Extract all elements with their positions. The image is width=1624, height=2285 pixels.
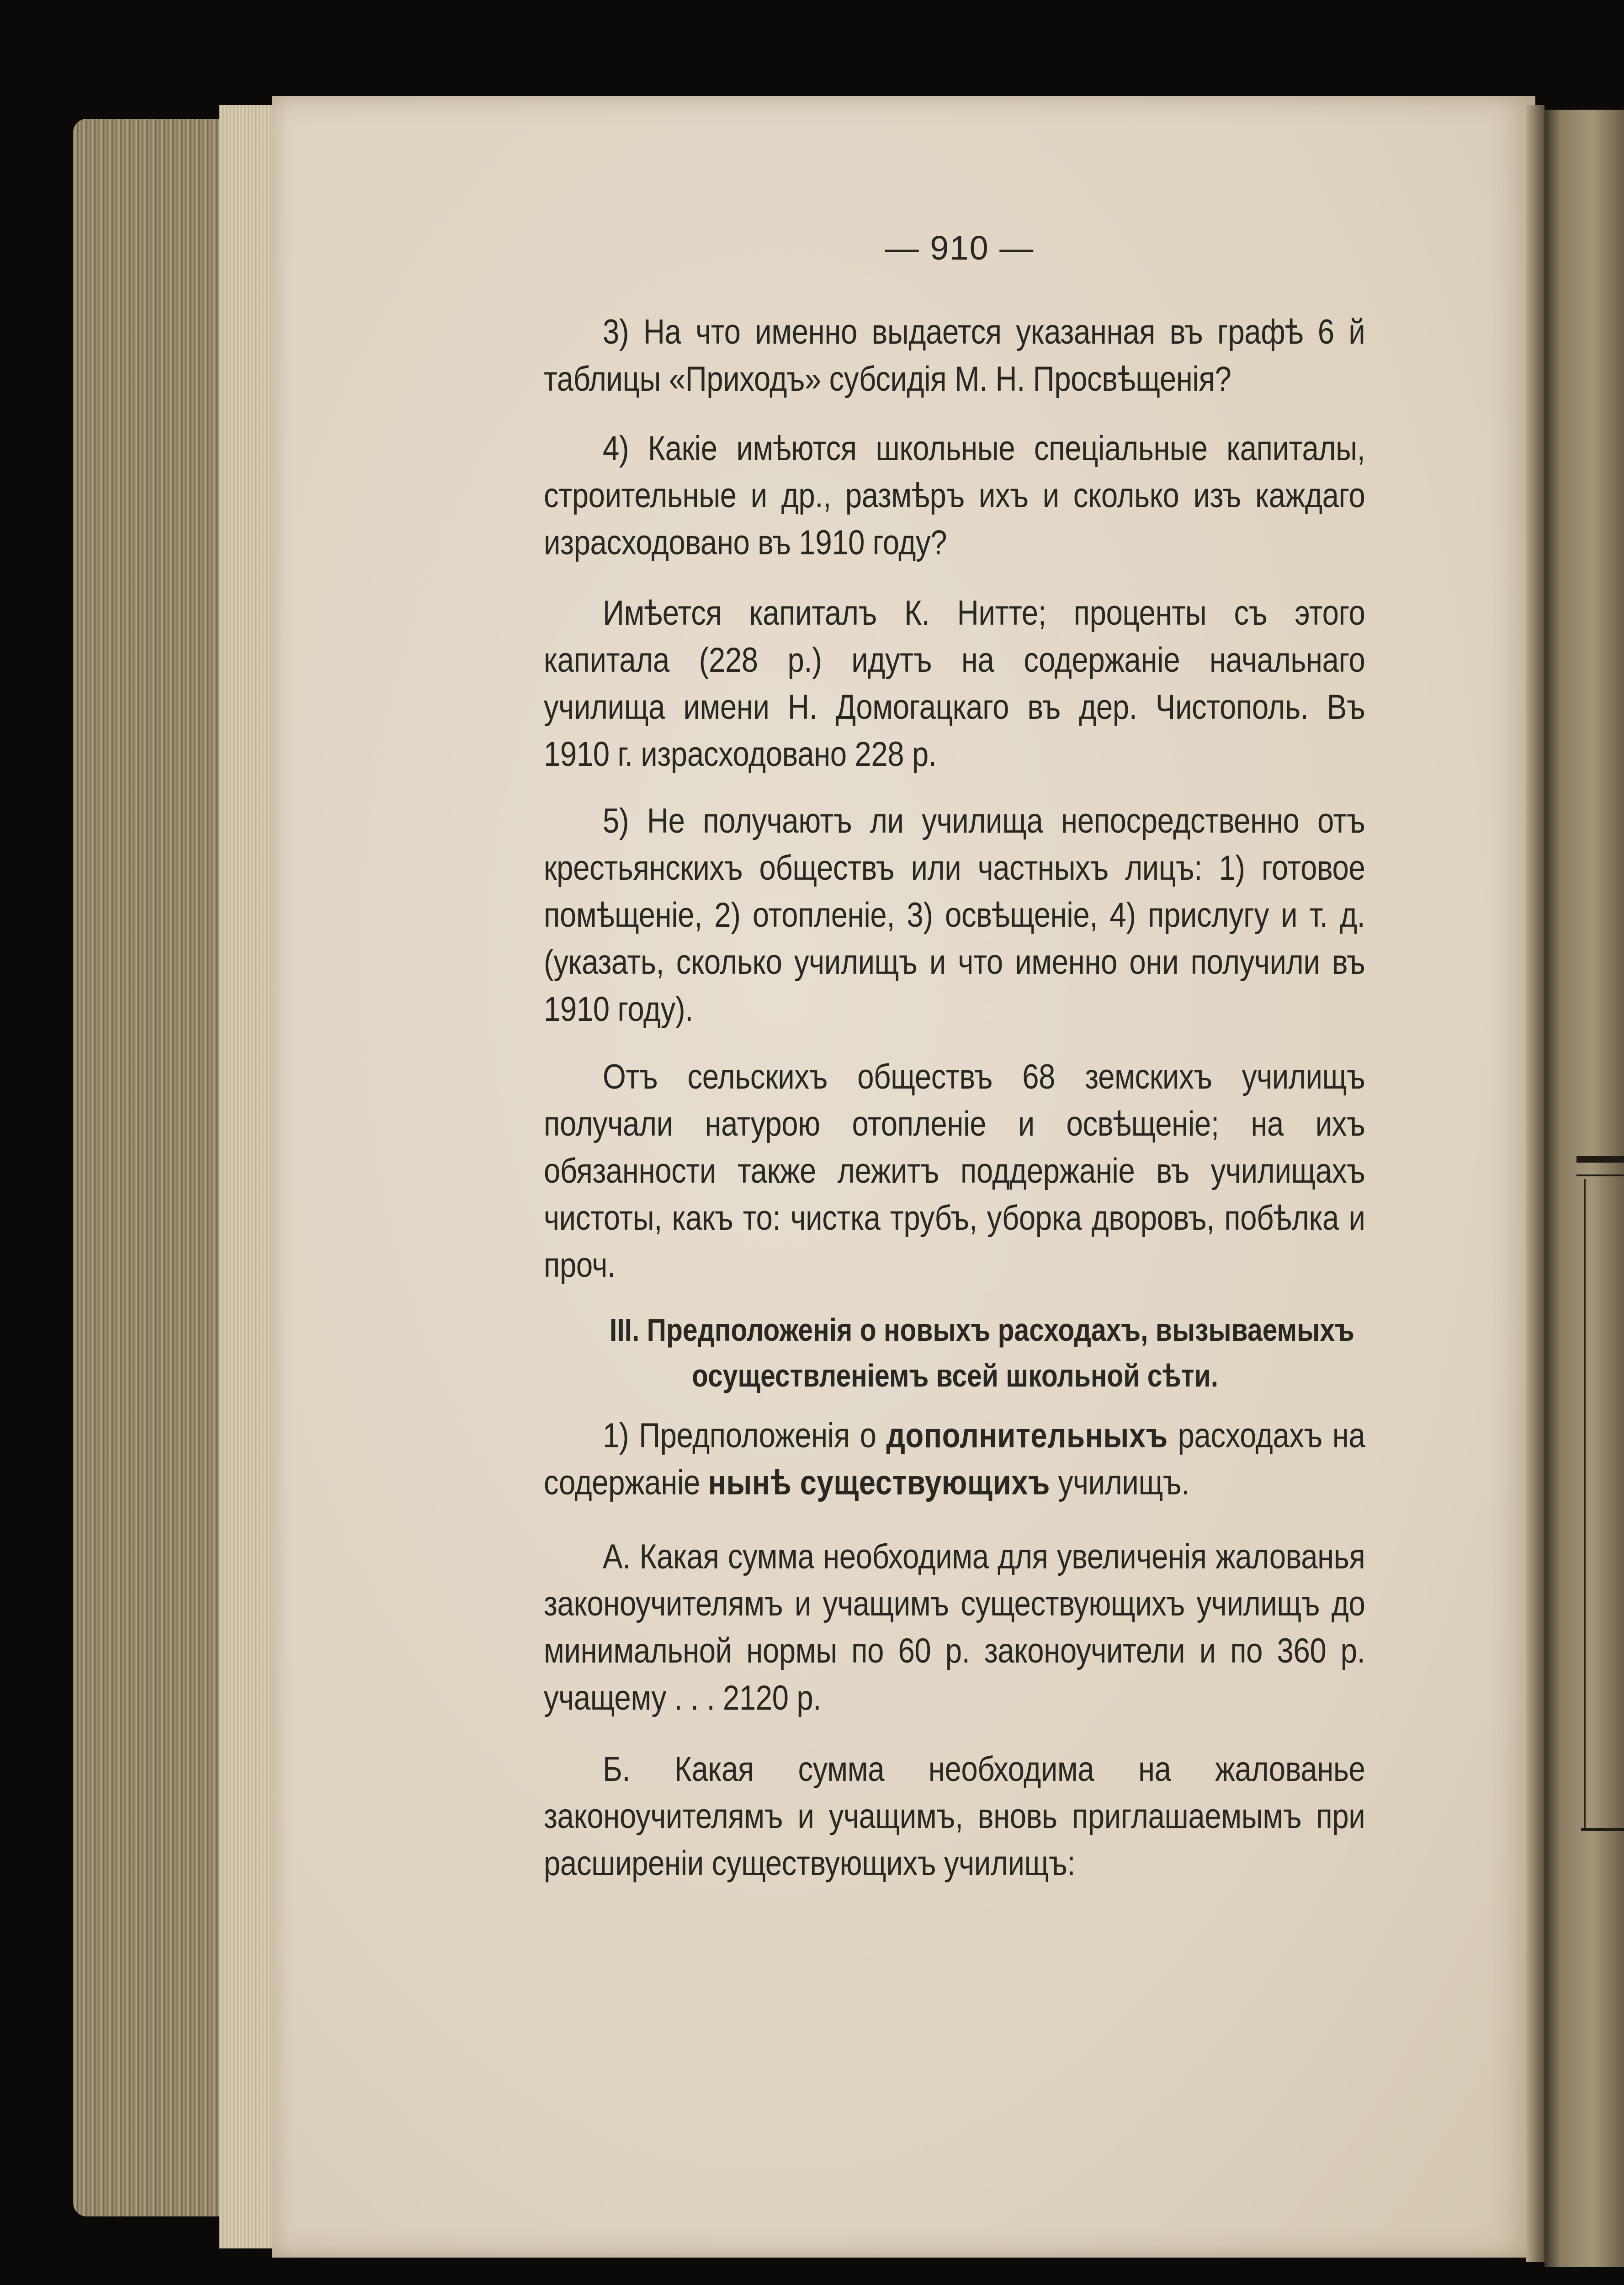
- section-heading-line-1: III. Предположенія о новыхъ расходахъ, вызываемыхъ: [610, 1312, 1354, 1348]
- page-gutter-shadow: [1526, 105, 1544, 2262]
- section-heading: [544, 1307, 1366, 1398]
- paragraph-answer-societies: Отъ сельскихъ обществъ 68 земскихъ училищъ получали натурою отопленіе и освѣщеніе; на ихъ обязанности также лежитъ поддержаніе въ училищахъ чистоты, какъ то: чистка трубъ, уборка дворовъ, побѣлка и проч.: [544, 1057, 1365, 1285]
- emphasis-existing: нынѣ существующихъ: [708, 1463, 1050, 1502]
- paragraph-item-a: А. Какая сумма необходима для увеличенія жалованья законоучителямъ и учащимъ существующихъ училищъ до минимальной нормы по 60 р. законоучители и по 360 р. учащему . . . 2120 р.: [544, 1537, 1365, 1717]
- paragraph-question-5: 5) Не получаютъ ли училища непосредственно отъ крестьянскихъ обществъ или частныхъ лицъ: 1) готовое помѣщеніе, 2) отопленіе, 3) освѣщеніе, 4) прислугу и т. д. (указать, сколько училищъ и что именно они получили въ 1910 году).: [544, 802, 1365, 1029]
- paragraph-question-4: 4) Какіе имѣются школьные спеціальные капиталы, строительные и др., размѣръ ихъ и сколько изъ каждаго израсходовано въ 1910 году?: [544, 429, 1365, 562]
- text-run: расходахъ на содержаніе: [544, 1416, 1365, 1502]
- paragraph-proposals: [544, 1412, 1365, 1506]
- section-heading-line-2: осуществленіемъ всей школьной сѣти.: [691, 1358, 1219, 1393]
- paragraph-item-b: Б. Какая сумма необходима на жалованье законоучителямъ и учащимъ, вновь приглашаемымъ при расширеніи существующихъ училищъ:: [544, 1750, 1365, 1883]
- facing-page-table-line: [1584, 1179, 1586, 1828]
- text-run: 1) Предположенія о: [603, 1416, 886, 1455]
- facing-page-rule: [1576, 1174, 1624, 1176]
- facing-page-fragment: [1544, 110, 1624, 2267]
- page-number: — 910 —: [885, 229, 1035, 267]
- facing-page-rule: [1576, 1156, 1624, 1163]
- paragraph-question-3: 3) На что именно выдается указанная въ графѣ 6 й таблицы «Приходъ» субсидія М. Н. Просвѣщенія?: [544, 313, 1365, 399]
- paragraph-answer-capital: Имѣется капиталъ К. Нитте; проценты съ этого капитала (228 р.) идутъ на содержаніе начальнаго училища имени Н. Домогацкаго въ дер. Чистополь. Въ 1910 г. израсходовано 228 р.: [544, 594, 1365, 774]
- facing-page-rule: [1581, 1828, 1624, 1831]
- text-run: училищъ.: [1050, 1463, 1189, 1502]
- emphasis-additional: дополнительныхъ: [886, 1416, 1168, 1455]
